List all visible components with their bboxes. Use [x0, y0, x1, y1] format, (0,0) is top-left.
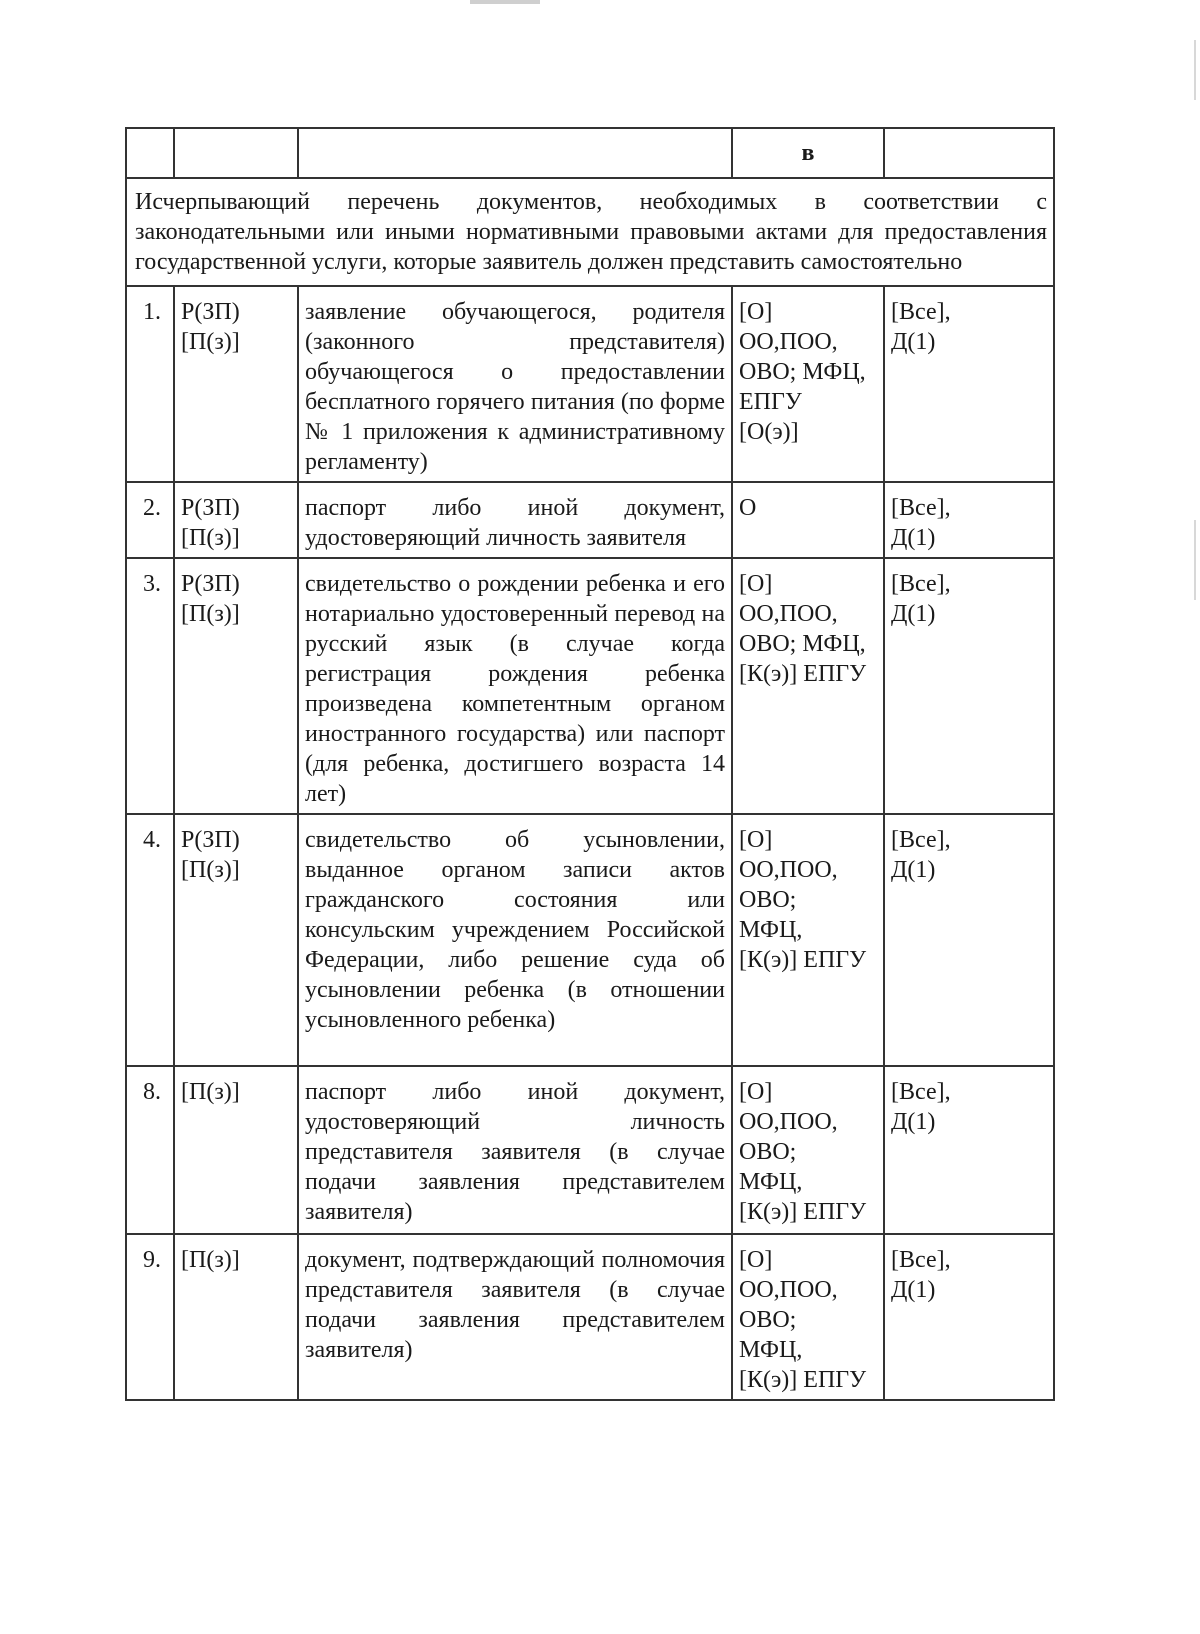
- row-form: [732, 1066, 884, 1234]
- header-cell: [174, 128, 298, 178]
- scan-artifact: [1194, 520, 1196, 600]
- documents-table: [125, 127, 1055, 1401]
- form-line: ЕПГУ: [739, 389, 802, 415]
- form-line: [К(э)] ЕПГУ: [739, 661, 867, 687]
- row-form: [732, 286, 884, 482]
- category-line: [П(з)]: [181, 329, 240, 355]
- applicant-line: [Все],: [891, 299, 951, 325]
- form-line: МФЦ,: [739, 1169, 803, 1195]
- table-row: [126, 286, 1054, 482]
- applicant-line: [Все],: [891, 495, 951, 521]
- form-line: ОВО;: [739, 887, 797, 913]
- row-applicants: [884, 814, 1054, 1066]
- row-category: [174, 1234, 298, 1400]
- category-line: [П(з)]: [181, 1247, 240, 1273]
- scan-artifact: [470, 0, 540, 4]
- row-number: 9.: [126, 1234, 174, 1400]
- row-description: паспорт либо иной документ, удостоверяющий личность заявителя: [298, 482, 732, 558]
- row-form: [732, 1234, 884, 1400]
- row-description: заявление обучающегося, родителя (законного представителя) обучающегося о предоставлении бесплатного горячего питания (по форме № 1 приложения к административному регламенту): [298, 286, 732, 482]
- form-line: [О(э)]: [739, 419, 799, 445]
- row-category: [174, 814, 298, 1066]
- table-header-row: [126, 128, 1054, 178]
- form-line: ОО,ПОО,: [739, 329, 838, 355]
- category-line: [П(з)]: [181, 525, 240, 551]
- applicant-line: Д(1): [891, 601, 936, 627]
- section-title: Исчерпывающий перечень документов, необходимых в соответствии с законодательными или иными нормативными правовыми актами для предоставления государственной услуги, которые заявитель должен представить самостоятельно: [126, 178, 1054, 286]
- row-applicants: [884, 558, 1054, 814]
- applicant-line: Д(1): [891, 329, 936, 355]
- form-line: [О]: [739, 1079, 773, 1105]
- applicant-line: Д(1): [891, 1277, 936, 1303]
- table-row: [126, 558, 1054, 814]
- row-form: [732, 558, 884, 814]
- applicant-line: Д(1): [891, 1109, 936, 1135]
- table-row: [126, 482, 1054, 558]
- row-form: [732, 482, 884, 558]
- row-applicants: [884, 482, 1054, 558]
- form-line: ОВО;: [739, 1307, 797, 1333]
- form-line: ОВО; МФЦ,: [739, 359, 866, 385]
- form-line: [О]: [739, 827, 773, 853]
- row-applicants: [884, 1234, 1054, 1400]
- section-row: [126, 178, 1054, 286]
- row-description: свидетельство о рождении ребенка и его нотариально удостоверенный перевод на русский язык (в случае когда регистрация рождения ребенка произведена компетентным органом иностранного государства) или паспорт (для ребенка, достигшего возраста 14 лет): [298, 558, 732, 814]
- applicant-line: [Все],: [891, 1079, 951, 1105]
- applicant-line: Д(1): [891, 857, 936, 883]
- header-cell: [126, 128, 174, 178]
- row-category: [174, 482, 298, 558]
- form-line: ОВО; МФЦ,: [739, 631, 866, 657]
- applicant-line: [Все],: [891, 571, 951, 597]
- category-line: Р(ЗП): [181, 495, 240, 521]
- applicant-line: [Все],: [891, 1247, 951, 1273]
- form-line: О: [739, 495, 757, 521]
- table-body: [126, 286, 1054, 1400]
- applicant-line: Д(1): [891, 525, 936, 551]
- form-line: [К(э)] ЕПГУ: [739, 1199, 867, 1225]
- form-line: [О]: [739, 1247, 773, 1273]
- row-description: документ, подтверждающий полномочия представителя заявителя (в случае подачи заявления представителем заявителя): [298, 1234, 732, 1400]
- table-row: [126, 1234, 1054, 1400]
- category-line: [П(з)]: [181, 857, 240, 883]
- form-line: ОО,ПОО,: [739, 1277, 838, 1303]
- row-description: паспорт либо иной документ, удостоверяющий личность представителя заявителя (в случае подачи заявления представителем заявителя): [298, 1066, 732, 1234]
- row-category: [174, 558, 298, 814]
- row-number: 2.: [126, 482, 174, 558]
- form-line: ОО,ПОО,: [739, 601, 838, 627]
- category-line: Р(ЗП): [181, 571, 240, 597]
- form-line: [К(э)] ЕПГУ: [739, 1367, 867, 1393]
- form-line: МФЦ,: [739, 917, 803, 943]
- row-category: [174, 286, 298, 482]
- header-cell: в: [732, 128, 884, 178]
- form-line: [К(э)] ЕПГУ: [739, 947, 867, 973]
- category-line: [П(з)]: [181, 1079, 240, 1105]
- category-line: [П(з)]: [181, 601, 240, 627]
- table-row: [126, 1066, 1054, 1234]
- row-number: 1.: [126, 286, 174, 482]
- applicant-line: [Все],: [891, 827, 951, 853]
- row-number: 4.: [126, 814, 174, 1066]
- row-applicants: [884, 286, 1054, 482]
- form-line: [О]: [739, 299, 773, 325]
- form-line: МФЦ,: [739, 1337, 803, 1363]
- form-line: [О]: [739, 571, 773, 597]
- row-form: [732, 814, 884, 1066]
- table-row: [126, 814, 1054, 1066]
- row-category: [174, 1066, 298, 1234]
- category-line: Р(ЗП): [181, 299, 240, 325]
- row-number: 8.: [126, 1066, 174, 1234]
- header-cell: [298, 128, 732, 178]
- row-number: 3.: [126, 558, 174, 814]
- form-line: ОО,ПОО,: [739, 1109, 838, 1135]
- row-applicants: [884, 1066, 1054, 1234]
- row-description: свидетельство об усыновлении, выданное органом записи актов гражданского состояния или консульским учреждением Российской Федерации, либо решение суда об усыновлении ребенка (в отношении усыновленного ребенка): [298, 814, 732, 1066]
- form-line: ОО,ПОО,: [739, 857, 838, 883]
- scan-artifact: [1194, 40, 1196, 100]
- form-line: ОВО;: [739, 1139, 797, 1165]
- category-line: Р(ЗП): [181, 827, 240, 853]
- header-cell: [884, 128, 1054, 178]
